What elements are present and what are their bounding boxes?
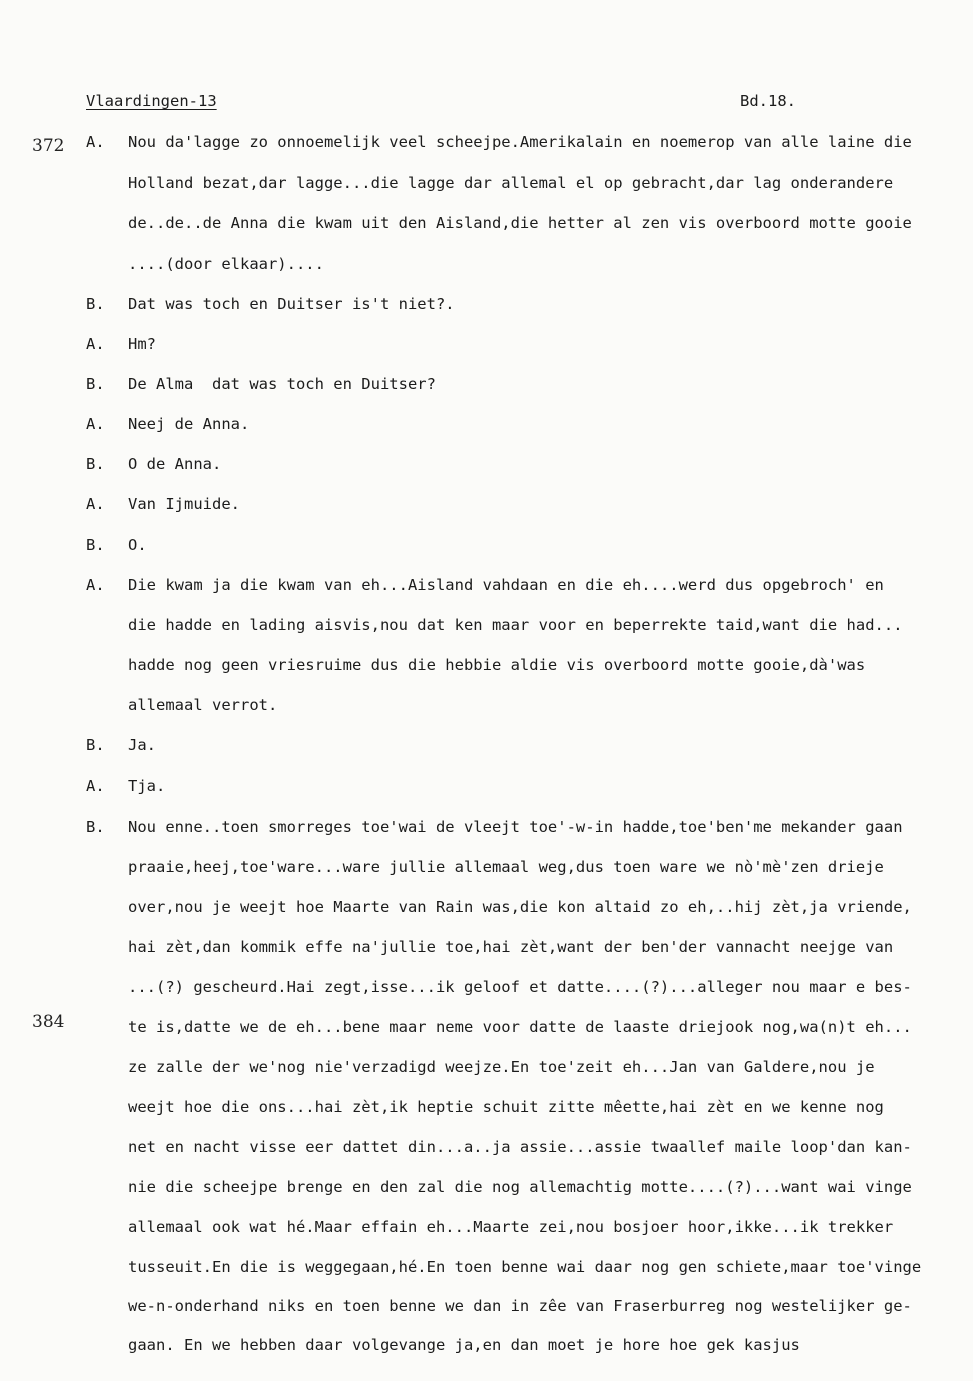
transcript-line <box>0 736 973 758</box>
line-text: allemaal verrot. <box>128 696 278 714</box>
line-text: Ja. <box>128 736 156 754</box>
transcript-line <box>0 898 973 920</box>
line-text: De Alma dat was toch en Duitser? <box>128 375 436 393</box>
transcript-line <box>0 495 973 517</box>
line-text: ...(?) gescheurd.Hai zegt,isse...ik geloof et datte....(?)...alleger nou maar e bes- <box>128 978 912 996</box>
line-text: nie die scheejpe brenge en den zal die nog allemachtig motte....(?)...want wai vinge <box>128 1178 912 1196</box>
speaker-label: A. <box>86 133 105 151</box>
speaker-label: A. <box>86 495 105 513</box>
speaker-label: B. <box>86 818 105 836</box>
transcript-line <box>0 174 973 196</box>
speaker-label: B. <box>86 736 105 754</box>
transcript-line <box>0 777 973 799</box>
transcript-line <box>0 656 973 678</box>
line-text: O. <box>128 536 147 554</box>
transcript-line <box>0 415 973 437</box>
transcript-line <box>0 536 973 558</box>
transcript-line <box>0 696 973 718</box>
transcript-line <box>0 938 973 960</box>
line-text: hadde nog geen vriesruime dus die hebbie aldie vis overboord motte gooie,dà'was <box>128 656 866 674</box>
margin-note-372: 372 <box>32 136 65 156</box>
line-text: weejt hoe die ons...hai zèt,ik heptie schuit zitte mêette,hai zèt en we kenne nog <box>128 1098 884 1116</box>
transcript-line <box>0 133 973 155</box>
transcript-line <box>0 1098 973 1120</box>
line-text: die hadde en lading aisvis,nou dat ken maar voor en beperrekte taid,want die had... <box>128 616 903 634</box>
speaker-label: A. <box>86 415 105 433</box>
transcript-line <box>0 1258 973 1280</box>
line-text: gaan. En we hebben daar volgevange ja,en dan moet je hore hoe gek kasjus <box>128 1336 800 1354</box>
transcript-line <box>0 295 973 317</box>
line-text: hai zèt,dan kommik effe na'jullie toe,hai zèt,want der ben'der vannacht neejge van <box>128 938 894 956</box>
transcript-line <box>0 255 973 277</box>
transcript-line <box>0 455 973 477</box>
transcript-line <box>0 1336 973 1358</box>
line-text: ....(door elkaar).... <box>128 255 324 273</box>
transcript-line <box>0 1297 973 1319</box>
line-text: Nou da'lagge zo onnoemelijk veel scheejpe.Amerikalain en noemerop van alle laine die <box>128 133 912 151</box>
transcript-line <box>0 1218 973 1240</box>
line-text: Holland bezat,dar lagge...die lagge dar allemal el op gebracht,dar lag onderandere <box>128 174 894 192</box>
line-text: de..de..de Anna die kwam uit den Aisland,die hetter al zen vis overboord motte gooie <box>128 214 912 232</box>
transcript-line <box>0 1138 973 1160</box>
line-text: te is,datte we de eh...bene maar neme voor datte de laaste driejook nog,wa(n)t eh... <box>128 1018 912 1036</box>
line-text: tusseuit.En die is weggegaan,hé.En toen benne wai daar nog gen schiete,maar toe'vinge <box>128 1258 922 1276</box>
transcript-line <box>0 858 973 880</box>
line-text: over,nou je weejt hoe Maarte van Rain was,die kon altaid zo eh,..hij zèt,ja vriende, <box>128 898 912 916</box>
transcript-line <box>0 978 973 1000</box>
line-text: Tja. <box>128 777 166 795</box>
transcript-line <box>0 576 973 598</box>
line-text: praaie,heej,toe'ware...ware jullie allemaal weg,dus toen ware we nò'mè'zen drieje <box>128 858 884 876</box>
transcript-line <box>0 375 973 397</box>
line-text: Hm? <box>128 335 156 353</box>
line-text: net en nacht visse eer dattet din...a..ja assie...assie twaallef maile loop'dan kan- <box>128 1138 912 1156</box>
page-number: Bd.18. <box>740 92 796 110</box>
line-text: Nou enne..toen smorreges toe'wai de vleejt toe'-w-in hadde,toe'ben'me mekander gaan <box>128 818 903 836</box>
transcript-line <box>0 1018 973 1040</box>
line-text: Neej de Anna. <box>128 415 250 433</box>
speaker-label: B. <box>86 536 105 554</box>
transcript-line <box>0 1058 973 1080</box>
speaker-label: A. <box>86 576 105 594</box>
line-text: we-n-onderhand niks en toen benne we dan in zêe van Fraserburreg nog westelijker ge- <box>128 1297 912 1315</box>
speaker-label: B. <box>86 295 105 313</box>
line-text: allemaal ook wat hé.Maar effain eh...Maarte zei,nou bosjoer hoor,ikke...ik trekker <box>128 1218 894 1236</box>
line-text: ze zalle der we'nog nie'verzadigd weejze.En toe'zeit eh...Jan van Galdere,nou je <box>128 1058 875 1076</box>
speaker-label: A. <box>86 777 105 795</box>
speaker-label: B. <box>86 455 105 473</box>
transcript-line <box>0 214 973 236</box>
speaker-label: A. <box>86 335 105 353</box>
line-text: O de Anna. <box>128 455 222 473</box>
line-text: Dat was toch en Duitser is't niet?. <box>128 295 455 313</box>
line-text: Die kwam ja die kwam van eh...Aisland vahdaan en die eh....werd dus opgebroch' en <box>128 576 884 594</box>
transcript-line <box>0 1178 973 1200</box>
transcript-line <box>0 818 973 840</box>
speaker-label: B. <box>86 375 105 393</box>
transcript-line <box>0 335 973 357</box>
line-text: Van Ijmuide. <box>128 495 240 513</box>
transcript-line <box>0 616 973 638</box>
page-header-title: Vlaardingen-13 <box>86 92 217 110</box>
margin-note-384: 384 <box>32 1012 65 1032</box>
